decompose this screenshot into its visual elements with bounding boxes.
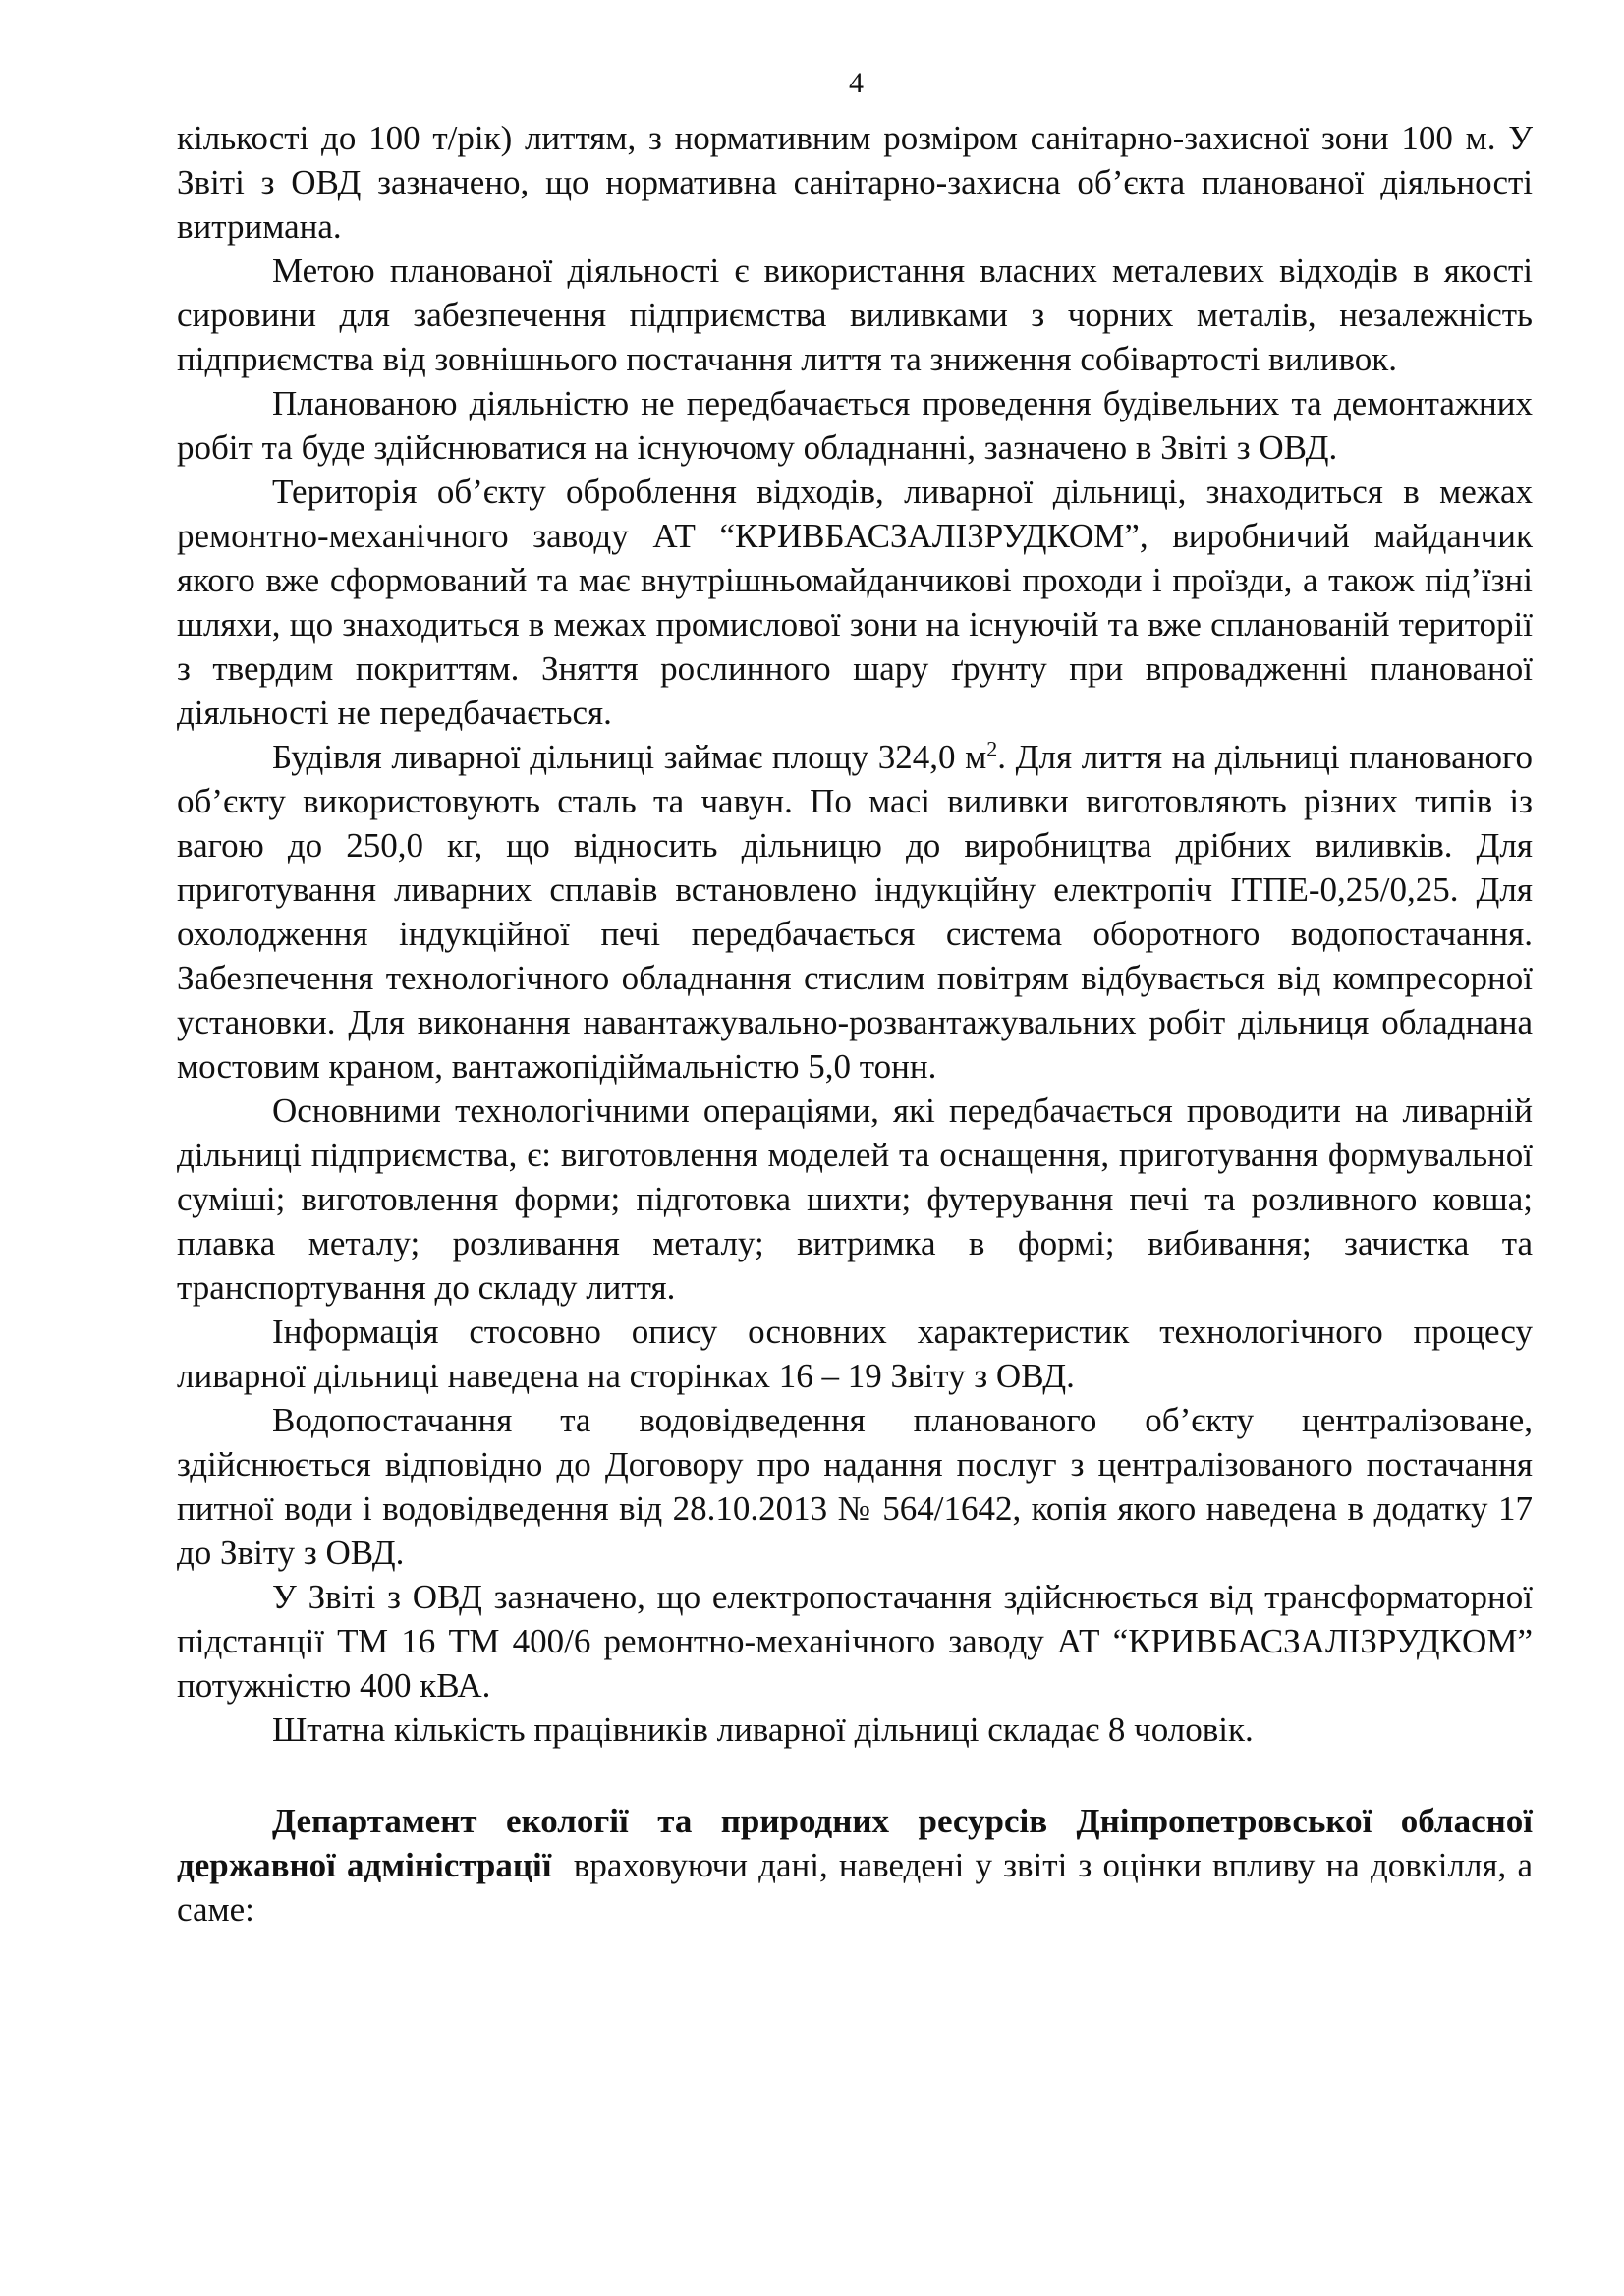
- paragraph-no-construction: Планованою діяльністю не передбачається проведення будівельних та демонтажних робіт та буде здійснюватися на існуючому обладнанні, зазначено в Звіті з ОВД.: [177, 384, 1533, 467]
- paragraph-process-info: Інформація стосовно опису основних характеристик технологічного процесу ливарної дільниці наведена на сторінках 16 – 19 Звіту з ОВД.: [177, 1313, 1533, 1395]
- page-number: 4: [849, 67, 864, 99]
- department-text: враховуючи дані, наведені у звіті з оцінки впливу на довкілля, а саме:: [177, 1846, 1541, 1929]
- paragraph-staff: Штатна кількість працівників ливарної дільниці складає 8 чоловік.: [272, 1710, 1254, 1749]
- paragraph-power-supply: У Звіті з ОВД зазначено, що електропостачання здійснюється від трансформаторної підстанції ТМ 16 ТМ 400/6 ремонтно-механічного заводу АТ “КРИВБАСЗАЛІЗРУДКОМ” потужністю 400 кВА.: [177, 1578, 1533, 1705]
- paragraph-department: [177, 1799, 1541, 1932]
- paragraph-territory: Територія об’єкту оброблення відходів, ливарної дільниці, знаходиться в межах ремонтно-механічного заводу АТ “КРИВБАСЗАЛІЗРУДКОМ”, виробничий майданчик якого вже сформований та має внутрішньомайданчикові проходи і проїзди, а також під’їзні шляхи, що знаходиться в межах промислової зони на існуючій та вже спланованій території з твердим покриттям. Зняття рослинного шару ґрунту при впровадженні планованої діяльності не передбачається.: [177, 473, 1533, 732]
- paragraph-building: [177, 735, 1533, 1089]
- section-spacer: [177, 1752, 1533, 1799]
- department-name: Департамент екології та природних ресурсів Дніпропетровської обласної державної адміністрації: [177, 1802, 1533, 1884]
- paragraph-water-supply: Водопостачання та водовідведення планованого об’єкту централізоване, здійснюється відповідно до Договору про надання послуг з централізованого постачання питної води і водовідведення від 28.10.2013 № 564/1642, копія якого наведена в додатку 17 до Звіту з ОВД.: [177, 1401, 1533, 1572]
- building-text-start: Будівля ливарної дільниці займає площу 324,0 м: [272, 738, 987, 776]
- paragraph-operations: Основними технологічними операціями, які передбачається проводити на ливарній дільниці підприємства, є: виготовлення моделей та оснащення, приготування формувальної суміші; виготовлення форми; підготовка шихти; футерування печі та розливного ковша; плавка металу; розливання металу; витримка в формі; вибивання; зачистка та транспортування до складу лиття.: [177, 1092, 1533, 1307]
- paragraph-sanitary-zone: кількості до 100 т/рік) литтям, з нормативним розміром санітарно-захисної зони 100 м. У Звіті з ОВД зазначено, що нормативна санітарно-захисна об’єкта планованої діяльності витримана.: [177, 119, 1533, 246]
- paragraph-purpose: Метою планованої діяльності є використання власних металевих відходів в якості сировини для забезпечення підприємства виливками з чорних металів, незалежність підприємства від зовнішнього постачання лиття та зниження собівартості виливок.: [177, 252, 1533, 378]
- document-body: [177, 116, 1541, 1932]
- building-text-end: . Для лиття на дільниці планованого об’єкту використовують сталь та чавун. По масі виливки виготовляють різних типів із вагою до 250,0 кг, що відносить дільницю до виробництва дрібних виливків. Для приготування ливарних сплавів встановлено індукційну електропіч ІТПЕ-0,25/0,25. Для охолодження індукційної печі передбачається система оборотного водопостачання. Забезпечення технологічного обладнання стислим повітрям відбувається від компресорної установки. Для виконання навантажувально-розвантажувальних робіт дільниця обладнана мостовим краном, вантажопідіймальністю 5,0 тонн.: [177, 738, 1533, 1086]
- superscript-square: 2: [986, 736, 998, 761]
